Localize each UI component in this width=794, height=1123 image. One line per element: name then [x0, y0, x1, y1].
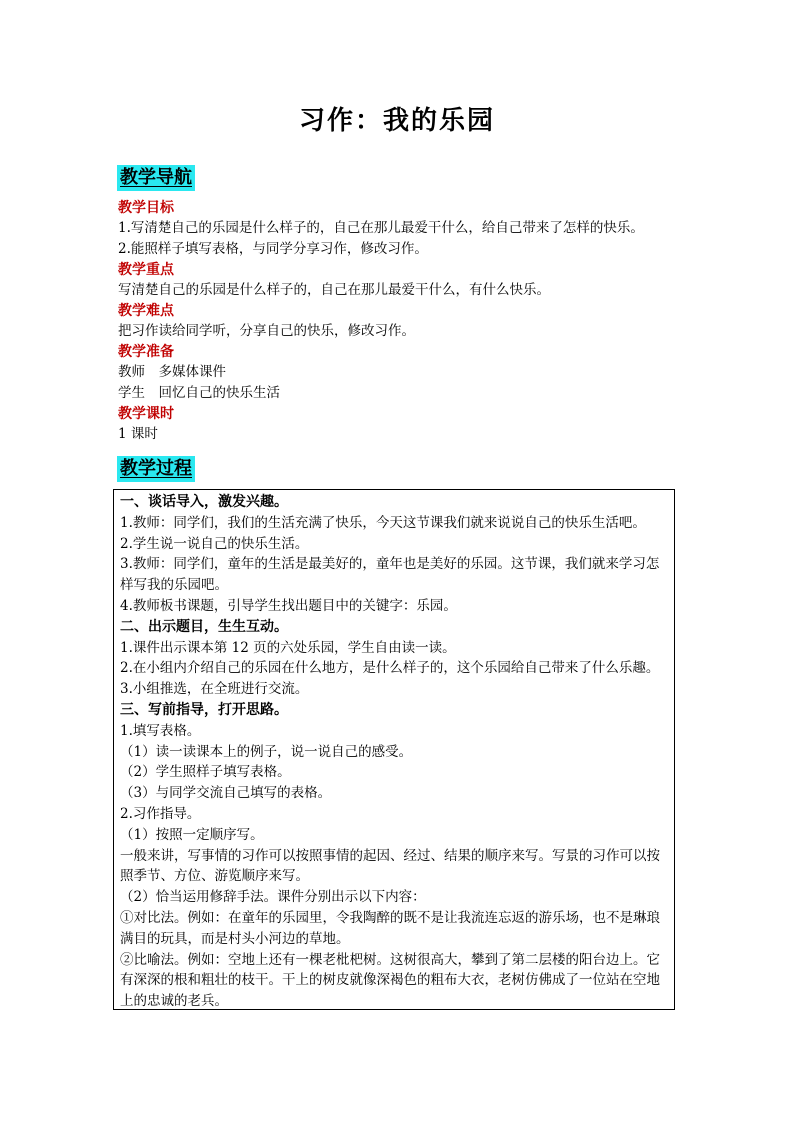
class-hours-label: 教学课时	[118, 406, 174, 422]
process-line: 3.教师：同学们，童年的生活是最美好的，童年也是美好的乐园。这节课，我们就来学习怎	[120, 556, 660, 573]
teaching-process-box	[113, 489, 675, 1010]
preparation-student: 学生 回忆自己的快乐生活	[118, 385, 280, 401]
process-line: 2.习作指导。	[120, 805, 201, 822]
difficulty-text: 把习作读给同学听，分享自己的快乐，修改习作。	[118, 323, 415, 339]
process-line: 3.小组推选，在全班进行交流。	[120, 681, 309, 698]
difficulty-label: 教学难点	[118, 303, 174, 319]
page-title: 习作：我的乐园	[298, 106, 495, 136]
process-line: 2.学生说一说自己的快乐生活。	[120, 535, 309, 552]
preparation-label: 教学准备	[118, 344, 174, 360]
process-line: 满目的玩具，而是村头小河边的草地。	[120, 930, 350, 947]
objective-item: 1.写清楚自己的乐园是什么样子的，自己在那儿最爱干什么，给自己带来了怎样的快乐。	[118, 220, 644, 236]
teaching-navigation	[118, 198, 698, 445]
process-line: （3）与同学交流自己填写的表格。	[120, 785, 332, 802]
process-line: （1）按照一定顺序写。	[120, 826, 264, 843]
process-line: （2）恰当运用修辞手法。课件分别出示以下内容：	[120, 889, 426, 906]
process-line: 一般来讲，写事情的习作可以按照事情的起因、经过、结果的顺序来写。写景的习作可以按	[120, 847, 660, 864]
objective-item: 2.能照样子填写表格，与同学分享习作，修改习作。	[118, 241, 428, 257]
process-line: 2.在小组内介绍自己的乐园在什么地方，是什么样子的，这个乐园给自己带来了什么乐趣。	[120, 660, 660, 677]
section-heading-process: 教学过程	[117, 456, 195, 482]
key-point-text: 写清楚自己的乐园是什么样子的，自己在那儿最爱干什么，有什么快乐。	[118, 282, 550, 298]
process-step-title: 二、出示题目，生生互动。	[120, 618, 288, 635]
process-line: 1.课件出示课本第 12 页的六处乐园，学生自由读一读。	[120, 639, 456, 656]
process-line: 有深深的根和粗壮的枝干。干上的树皮就像深褐色的粗布大衣，老树仿佛成了一位站在空地	[120, 972, 660, 989]
process-line: 上的忠诚的老兵。	[120, 993, 228, 1010]
process-line: 1.教师：同学们，我们的生活充满了快乐，今天这节课我们就来说说自己的快乐生活吧。	[120, 514, 646, 531]
process-line: 样写我的乐园吧。	[120, 577, 228, 594]
process-line: 照季节、方位、游览顺序来写。	[120, 868, 309, 885]
preparation-teacher: 教师 多媒体课件	[118, 364, 226, 380]
process-line: （2）学生照样子填写表格。	[120, 764, 291, 781]
process-step-title: 三、写前指导，打开思路。	[120, 701, 288, 718]
process-line: （1）读一读课本上的例子，说一说自己的感受。	[120, 743, 413, 760]
process-line: ②比喻法。例如：空地上还有一棵老枇杷树。这树很高大，攀到了第二层楼的阳台边上。它	[120, 951, 660, 968]
process-line: ①对比法。例如：在童年的乐园里，令我陶醉的既不是让我流连忘返的游乐场，也不是琳琅	[120, 909, 660, 926]
objectives-label: 教学目标	[118, 200, 174, 216]
key-point-label: 教学重点	[118, 262, 174, 278]
section-heading-navigation: 教学导航	[117, 165, 195, 191]
process-line: 4.教师板书课题，引导学生找出题目中的关键字：乐园。	[120, 597, 457, 614]
process-line: 1.填写表格。	[120, 722, 201, 739]
process-step-title: 一、谈话导入，激发兴趣。	[120, 494, 288, 510]
class-hours-text: 1 课时	[118, 426, 158, 442]
